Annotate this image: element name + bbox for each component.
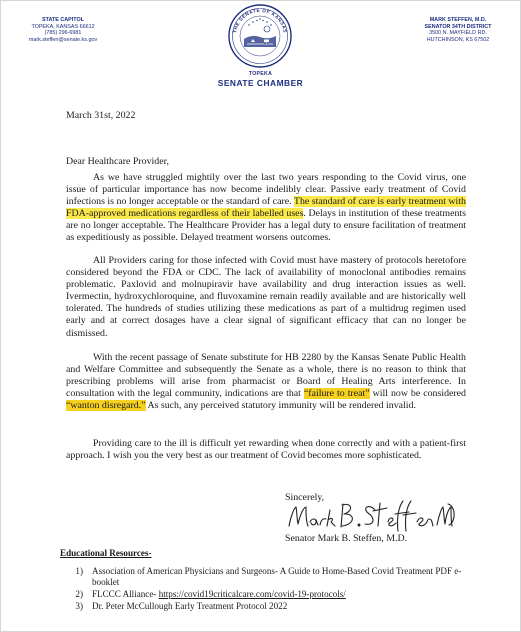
senator-district: SENATOR 34TH DISTRICT [424, 23, 492, 30]
paragraph-2 [66, 255, 466, 340]
paragraph-text: With the recent passage of Senate substitute for HB 2280 by the Kansas Senate Public Health and Welfare Committee and subsequently the Senate as a whole, there is no reason to think that prescribing problems will arise from pharmacist or Board of Healing Arts interference. In consultation with the legal community, indications are that [66, 352, 466, 400]
highlighted-text: “wanton disregard.” [66, 400, 146, 412]
chamber-city: TOPEKA [248, 71, 273, 77]
state-seal-icon [227, 3, 293, 69]
phone-number: (785) 296-6981 [44, 30, 82, 37]
sender-address-left [21, 17, 105, 43]
list-number: 2) [75, 589, 83, 599]
list-number: 1) [75, 566, 83, 576]
resource-text: Dr. Peter McCullough Early Treatment Protocol 2022 [92, 601, 288, 611]
list-item [60, 601, 480, 612]
flccc-protocol-link[interactable]: https://covid19criticalcare.com/covid-19-protocols/ [158, 589, 346, 599]
paragraph-text: will now be considered [369, 388, 466, 400]
email-address: mark.steffen@senate.ks.gov [28, 36, 98, 43]
paragraph-text: As such, any perceived statutory immunity will be rendered invalid. [145, 400, 416, 412]
address-line: STATE CAPITOL [42, 17, 84, 23]
paragraph-3 [66, 352, 466, 412]
senator-name: MARK STEFFEN, M.D. [429, 17, 487, 23]
signer-name: Senator Mark B. Steffen, M.D. [285, 533, 408, 544]
highlighted-text: “failure to treat” [303, 388, 370, 400]
highlighted-text: The standard of care is early treatment with FDA-approved medications regardless of their labelled uses [66, 196, 466, 220]
address-line: HUTCHINSON, KS 67502 [426, 36, 490, 43]
paragraph-1 [66, 172, 466, 245]
resource-label: FLCCC Alliance- [92, 589, 159, 599]
list-item [60, 566, 480, 588]
educational-resources [60, 548, 480, 613]
paragraph-text: As we have struggled mightily over the last two years responding to the Covid virus, one issue of particular importance has now become indelibly clear. Passive early treatment of Covid infections is no longer acceptable or the standard of care. [66, 172, 466, 208]
paragraph-text: . Delays in institution of these treatments are no longer acceptable. The Healthcare Provider has a legal duty to ensure facilitation of treatment as expeditiously as possible. Delayed treatment worsens outcomes. [66, 208, 466, 244]
resource-text [92, 589, 480, 600]
paragraph-text: Providing care to the ill is difficult yet rewarding when done correctly and with a patient-first approach. I wish you the very best as our treatment of Covid becomes more sophisticated. [66, 438, 466, 462]
resources-list [60, 566, 480, 612]
closing: Sincerely, [285, 492, 325, 503]
list-item [60, 589, 480, 600]
address-line: TOPEKA, KANSAS 66612 [31, 23, 95, 30]
letter-date: March 31st, 2022 [66, 110, 136, 121]
salutation: Dear Healthcare Provider, [66, 156, 169, 167]
address-line: 3500 N. MAYFIELD RD. [429, 30, 487, 37]
paragraph-text: All Providers caring for those infected with Covid must have mastery of protocols heretofore considered beyond the FDA or CDC. The lack of availability of monoclonal antibodies remains problematic. Paxlovid and molnupiravir have availability and drug interaction issues as well. Ivermectin, hydroxychloroquine, and fluvoxamine remain readily available and are historically well tolerated. The hundreds of studies utilizing these medications as part of a multidrug regimen used early and at correct dosages have a clear signal of significant efficacy that can no longer be dismissed. [66, 255, 466, 339]
resource-text: Association of American Physicians and Surgeons- A Guide to Home-Based Covid Treatment PDF e-booklet [92, 566, 462, 587]
paragraph-4 [66, 438, 466, 462]
resources-heading: Educational Resources- [60, 548, 152, 558]
chamber-name: SENATE CHAMBER [217, 78, 304, 88]
list-number: 3) [75, 601, 83, 611]
seal-text: THE SENATE OF KANSAS [232, 7, 288, 34]
handwritten-signature [285, 498, 455, 534]
senator-address-right [414, 17, 502, 43]
